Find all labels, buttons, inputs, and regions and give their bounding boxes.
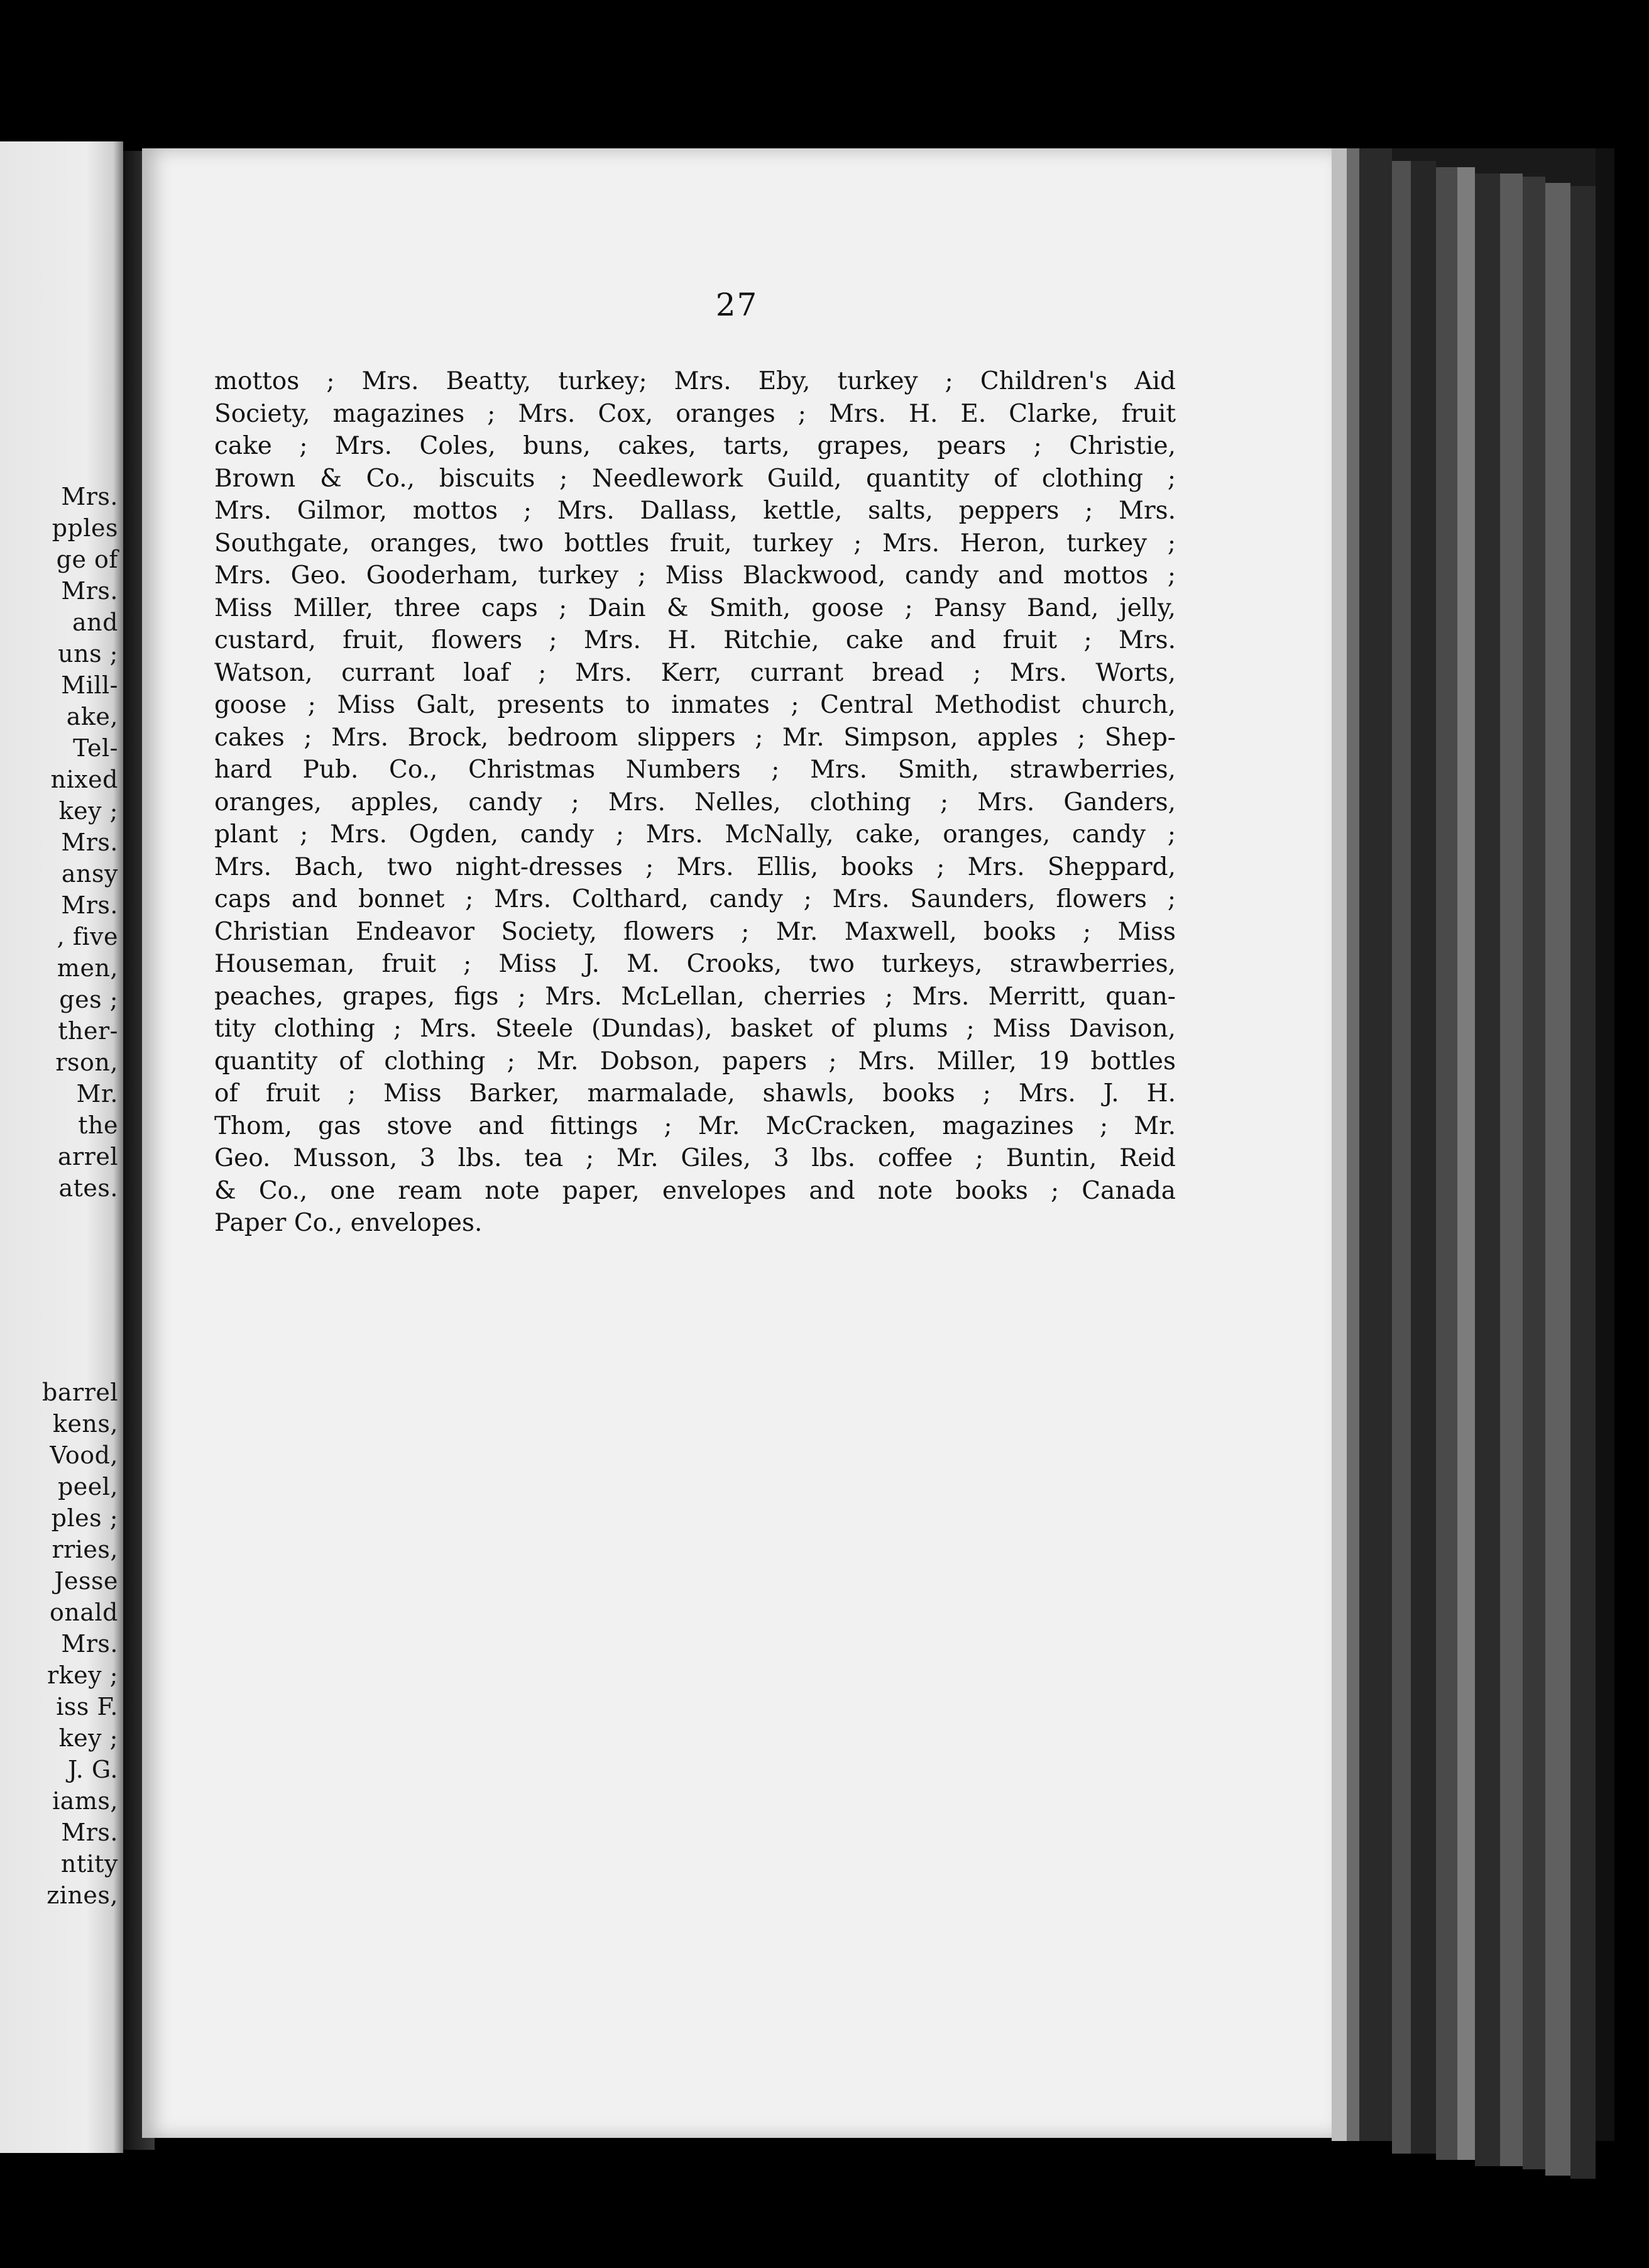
text-line: peaches, grapes, figs ; Mrs. McLellan, cherries ; Mrs. Merritt, quan- [214, 982, 1176, 1011]
left-text-fragment: rson, [55, 1049, 118, 1076]
page-edge [1500, 173, 1523, 2166]
page-edge [1523, 177, 1545, 2169]
left-page-text-bottom [42, 1377, 118, 1911]
left-text-fragment: key ; [58, 1724, 118, 1752]
left-text-fragment: ther- [58, 1017, 118, 1045]
left-facing-page [0, 141, 123, 2153]
left-text-fragment: nixed [50, 766, 118, 793]
left-text-fragment: rkey ; [47, 1661, 118, 1689]
text-line: cakes ; Mrs. Brock, bedroom slippers ; Mr. Simpson, apples ; Shep- [214, 723, 1176, 752]
left-text-fragment: and [72, 608, 118, 636]
text-line: Christian Endeavor Society, flowers ; Mr. Maxwell, books ; Miss [214, 917, 1176, 946]
text-line: & Co., one ream note paper, envelopes and note books ; Canada [214, 1176, 1176, 1205]
left-text-fragment: ake, [66, 703, 118, 730]
left-text-fragment: Mrs. [61, 577, 118, 605]
left-text-fragment: Mrs. [61, 1630, 118, 1658]
left-text-fragment: uns ; [58, 640, 118, 668]
text-line: goose ; Miss Galt, presents to inmates ; Central Methodist church, [214, 691, 1176, 719]
page-body-text [214, 365, 1176, 1240]
page-edge [1596, 148, 1614, 2141]
text-line: plant ; Mrs. Ogden, candy ; Mrs. McNally, cake, oranges, candy ; [214, 820, 1176, 849]
text-line: Brown & Co., biscuits ; Needlework Guild, quantity of clothing ; [214, 464, 1176, 493]
text-line: of fruit ; Miss Barker, marmalade, shawls, books ; Mrs. J. H. [214, 1079, 1176, 1108]
text-line: oranges, apples, candy ; Mrs. Nelles, clothing ; Mrs. Ganders, [214, 788, 1176, 817]
left-page-text-top [51, 481, 118, 1204]
left-text-fragment: Mrs. [61, 483, 118, 510]
text-line: caps and bonnet ; Mrs. Colthard, candy ; Mrs. Saunders, flowers ; [214, 885, 1176, 913]
text-line: mottos ; Mrs. Beatty, turkey; Mrs. Eby, turkey ; Children's Aid [214, 367, 1176, 395]
left-text-fragment: ges ; [59, 986, 118, 1013]
left-text-fragment: , five [57, 923, 118, 950]
page-edge [1570, 186, 1596, 2179]
left-text-fragment: ntity [60, 1850, 118, 1878]
left-text-fragment: Mr. [76, 1080, 118, 1108]
left-text-fragment: Mrs. [61, 1819, 118, 1846]
page-edge [1359, 148, 1392, 2141]
left-text-fragment: Jesse [54, 1567, 118, 1595]
text-line: Mrs. Gilmor, mottos ; Mrs. Dallass, kettle, salts, peppers ; Mrs. [214, 497, 1176, 525]
text-line: cake ; Mrs. Coles, buns, cakes, tarts, grapes, pears ; Christie, [214, 432, 1176, 460]
left-text-fragment: ge of [56, 546, 118, 573]
text-line: tity clothing ; Mrs. Steele (Dundas), basket of plums ; Miss Davison, [214, 1015, 1176, 1043]
left-text-fragment: J. G. [67, 1756, 118, 1783]
left-text-fragment: pples [52, 514, 118, 542]
text-line: custard, fruit, flowers ; Mrs. H. Ritchie, cake and fruit ; Mrs. [214, 626, 1176, 654]
text-line: Thom, gas stove and fittings ; Mr. McCracken, magazines ; Mr. [214, 1111, 1176, 1140]
text-line: Mrs. Geo. Gooderham, turkey ; Miss Blackwood, candy and mottos ; [214, 561, 1176, 590]
left-text-fragment: men, [57, 954, 118, 982]
text-line: Mrs. Bach, two night-dresses ; Mrs. Ellis, books ; Mrs. Sheppard, [214, 852, 1176, 881]
page-27 [142, 148, 1332, 2138]
left-text-fragment: ansy [61, 860, 118, 888]
text-line: hard Pub. Co., Christmas Numbers ; Mrs. Smith, strawberries, [214, 756, 1176, 784]
page-edge [1614, 148, 1649, 2141]
left-text-fragment: barrel [42, 1379, 118, 1406]
left-text-fragment: zines, [47, 1881, 118, 1909]
text-line: Society, magazines ; Mrs. Cox, oranges ; Mrs. H. E. Clarke, fruit [214, 399, 1176, 428]
left-text-fragment: key ; [58, 797, 118, 825]
text-line: Paper Co., envelopes. [214, 1209, 483, 1237]
left-text-fragment: ples ; [51, 1504, 118, 1532]
left-text-fragment: the [78, 1111, 118, 1139]
left-text-fragment: iams, [52, 1787, 118, 1815]
left-text-fragment: peel, [57, 1473, 118, 1500]
page-edge [1475, 173, 1500, 2166]
page-edge [1457, 167, 1475, 2160]
left-text-fragment: Vood, [50, 1441, 118, 1469]
page-edge [1332, 148, 1347, 2141]
page-edge [1411, 161, 1436, 2154]
left-text-fragment: kens, [52, 1410, 118, 1438]
left-text-fragment: rries, [52, 1536, 118, 1563]
left-text-fragment: iss F. [56, 1693, 118, 1720]
page-edge [1392, 161, 1411, 2154]
left-text-fragment: Mrs. [61, 828, 118, 856]
left-text-fragment: arrel [57, 1143, 118, 1170]
left-text-fragment: Mill- [61, 671, 118, 699]
left-text-fragment: onald [50, 1599, 118, 1626]
stacked-page-edges [1332, 148, 1649, 2141]
left-text-fragment: Tel- [73, 734, 118, 762]
page-edge [1545, 183, 1570, 2176]
left-text-fragment: ates. [58, 1174, 118, 1202]
page-edge [1347, 148, 1359, 2141]
text-line: quantity of clothing ; Mr. Dobson, papers ; Mrs. Miller, 19 bottles [214, 1047, 1176, 1076]
text-line: Houseman, fruit ; Miss J. M. Crooks, two turkeys, strawberries, [214, 950, 1176, 978]
left-text-fragment: Mrs. [61, 891, 118, 919]
text-line: Miss Miller, three caps ; Dain & Smith, goose ; Pansy Band, jelly, [214, 593, 1176, 622]
text-line: Southgate, oranges, two bottles fruit, turkey ; Mrs. Heron, turkey ; [214, 529, 1176, 558]
text-line: Geo. Musson, 3 lbs. tea ; Mr. Giles, 3 lbs. coffee ; Buntin, Reid [214, 1144, 1176, 1172]
page-edge [1436, 167, 1457, 2160]
text-line: Watson, currant loaf ; Mrs. Kerr, currant bread ; Mrs. Worts, [214, 658, 1176, 687]
page-number: 27 [715, 287, 759, 323]
